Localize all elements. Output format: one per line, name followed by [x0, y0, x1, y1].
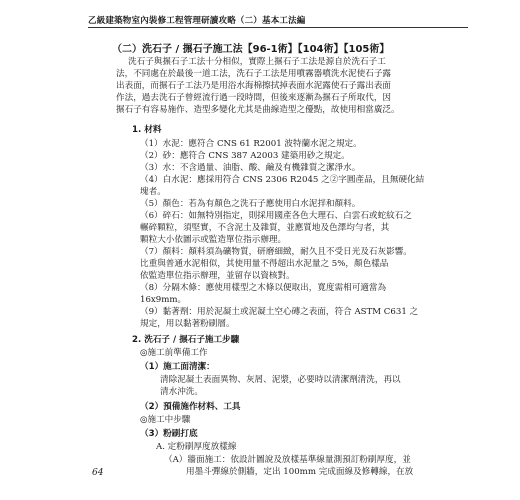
material-item: 16x9mm。	[140, 295, 187, 305]
intro-line: 洗石子與搌石子工法十分相似，實際上搌石子工法是源自於洗石子工	[128, 57, 386, 67]
step-detail: 用墨斗彈線於側牆，定出 100mm 完成面線及修轉線，在放	[186, 467, 414, 477]
material-item: （5）顏色：若為有顏色之洗石子應使用白水泥拌和顏料。	[140, 199, 361, 209]
material-item: 輾碎顆粒，須堅實，不含泥土及雜質，並應質地及色澤均勻者，其	[140, 223, 390, 233]
step-body: 清水沖洗。	[160, 387, 203, 397]
running-header: 乙級建築物室內裝修工程管理研讀攻略（二）基本工法編	[88, 16, 306, 26]
step-heading: （2）預備施作材料、工具	[140, 402, 241, 412]
intro-line: 搌石子有容易施作、造型多變化尤其是曲線造型之優點，故使用相當廣泛。	[116, 105, 400, 115]
step-subitem: A. 定粉刷厚度放樣線	[156, 442, 237, 452]
material-item: 塊者。	[140, 187, 166, 197]
material-item: 依監造單位指示辦理，並留存以資核對。	[140, 271, 295, 281]
material-item: （4）白水泥：應採用符合 CNS 2306 R2045 之②字圓產品，且無硬化結	[140, 175, 425, 185]
steps-subheading: ◎施工前準備工作	[140, 348, 208, 358]
material-item: （7）顏料：顏料須為礦物質，研磨細緻，耐久且不受日光及石灰影響。	[140, 247, 412, 257]
intro-line: 作法，過去洗石子曾經流行過一段時間，但後來逐漸為搌石子所取代，因	[116, 93, 392, 103]
page-number: 64	[92, 468, 104, 478]
material-item: 顆粒大小依圖示或監造單位指示辦理。	[140, 235, 287, 245]
material-item: 比重與普通水泥相似，其使用量不得超出水泥量之 5%，顏色樣品	[140, 259, 389, 269]
material-item: （6）碎石：如無特別指定，則採用國產各色大理石、白雲石或蛇紋石之	[140, 211, 412, 221]
material-item: （9）黏著劑：用於泥凝土或泥凝土空心磚之表面，符合 ASTM C631 之	[140, 307, 419, 317]
materials-heading: 1. 材料	[132, 125, 162, 135]
material-item: （3）水：不含過量、油脂、酸、鹼及有機雜質之潔淨水。	[140, 163, 361, 173]
step-body: 清除泥凝土表面異物、灰屑、泥漿，必要時以清潔劑清洗，再以	[160, 375, 401, 385]
steps-subheading: ◎施工中步驟	[140, 415, 191, 425]
step-detail: （A）牆面施工：依設計圖說及放樣基準線量測預訂粉刷厚度，並	[164, 455, 411, 465]
material-item: 規定，用以黏著粉刷層。	[140, 319, 235, 329]
material-item: （8）分隔木條：應使用樣型之木條以便取出，寬度需相可適當為	[140, 283, 387, 293]
intro-line: 出表面，而搌石子工法乃是用浴水海棉擦拭掉表面水泥露使石子露出表面	[116, 81, 392, 91]
step-heading: （3）粉刷打底	[140, 429, 198, 439]
steps-heading: 2. 洗石子 / 搌石子施工步驟	[132, 335, 240, 345]
step-heading: （1）施工面清潔：	[140, 362, 215, 372]
header-rule	[88, 27, 468, 28]
material-item: （1）水泥：應符合 CNS 61 R2001 波特蘭水泥之規定。	[140, 139, 362, 149]
material-item: （2）砂：應符合 CNS 387 A2003 建築用砂之規定。	[140, 151, 350, 161]
intro-line: 法，不同處在於最後一道工法，洗石子工法是用噴霧器噴洗水泥使石子露	[116, 69, 392, 79]
section-title: （二）洗石子 / 搌石子施工法【96-1術】【104術】【105術】	[112, 44, 390, 55]
